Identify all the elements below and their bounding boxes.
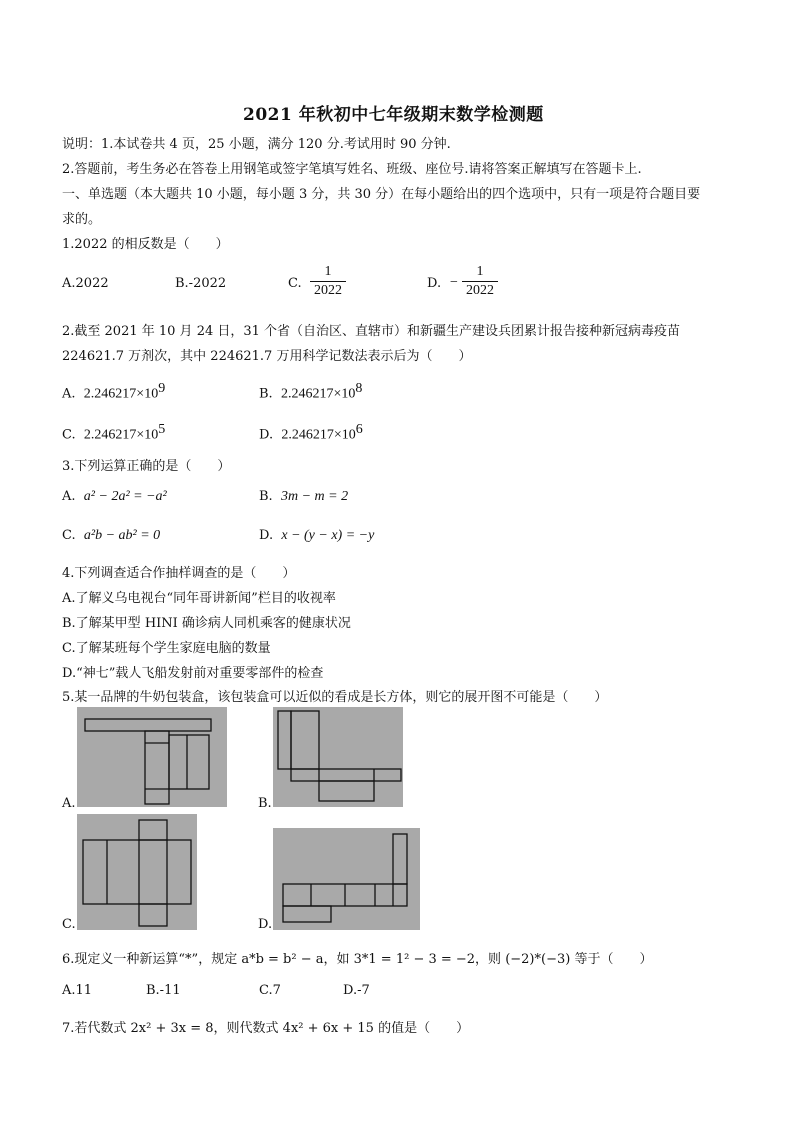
q3-d-expression: x − (y − x) = −y — [281, 528, 375, 543]
q3-b-expression: 3m − m = 2 — [280, 489, 349, 504]
q4-option-c: C.了解某班每个学生家庭电脑的数量 — [62, 641, 271, 656]
q2-c-value: 2.246217×10 — [83, 427, 159, 443]
q6-option-b: B.-11 — [146, 983, 181, 998]
q5-option-b-label: B. — [258, 796, 272, 811]
net-b-bottom-strip — [291, 769, 401, 781]
instruction-line-2: 2.答题前，考生务必在答卷上用钢笔或签字笔填写姓名、班级、座位号.请将答案正解填写在答题卡上. — [62, 162, 642, 177]
question-3-stem: 3.下列运算正确的是（ ） — [62, 459, 231, 474]
question-2-stem-line-1: 2.截至 2021 年 10 月 24 日，31 个省（自治区、直辖市）和新疆生产建设兵团累计报告接种新冠病毒疫苗 — [62, 324, 681, 339]
q2-d-label: D. — [259, 427, 274, 443]
q1-option-c-label: C. — [288, 276, 302, 291]
net-c-diagram — [77, 814, 197, 930]
net-b-left-strip — [278, 711, 291, 769]
q2-a-exponent: 9 — [158, 381, 166, 396]
net-b-lower-face — [319, 781, 374, 801]
question-5-stem: 5.某一品牌的牛奶包装盒，该包装盒可以近似的看成是长方体，则它的展开图不可能是（ ） — [62, 690, 608, 705]
q6-option-d: D.-7 — [343, 983, 370, 998]
q3-a-label: A. — [62, 489, 76, 504]
q2-option-c — [62, 422, 165, 443]
question-4-stem: 4.下列调查适合作抽样调查的是（ ） — [62, 566, 296, 581]
q2-b-exponent: 8 — [355, 381, 363, 396]
net-c-middle-band — [83, 840, 191, 904]
q1-option-a: A.2022 — [62, 276, 109, 291]
q2-d-exponent: 6 — [355, 422, 363, 437]
question-2-stem-line-2: 224621.7 万剂次，其中 224621.7 万用科学记数法表示后为（ ） — [62, 349, 472, 364]
q3-d-label: D. — [259, 528, 274, 543]
q5-option-d-net-image — [273, 828, 420, 930]
page-title: 2021 年秋初中七年级期末数学检测题 — [243, 105, 544, 125]
q2-option-b — [259, 381, 362, 402]
q1-d-minus-sign: − — [450, 275, 458, 290]
net-d-diagram — [273, 828, 420, 930]
q4-option-a: A.了解义乌电视台“同年哥讲新闻”栏目的收视率 — [62, 591, 336, 606]
q2-a-value: 2.246217×10 — [83, 386, 159, 402]
net-a-column-left — [145, 731, 169, 804]
net-d-right-strip — [393, 834, 407, 884]
q1-option-b: B.-2022 — [175, 276, 227, 291]
q2-d-value: 2.246217×10 — [281, 427, 356, 443]
q5-option-c-label: C. — [62, 917, 76, 932]
q2-option-a — [62, 381, 165, 402]
net-d-bottom-flap — [283, 906, 331, 922]
net-a-column-right — [169, 735, 209, 789]
q3-option-b — [259, 489, 348, 505]
q5-option-a-net-image — [77, 707, 227, 807]
net-a-diagram — [77, 707, 227, 807]
question-6-stem: 6.现定义一种新运算“*”，规定 a*b = b² − a，如 3*1 = 1² − 3 = −2，则 (−2)*(−3) 等于（ ） — [62, 952, 653, 967]
net-c-bottom-flap — [139, 904, 167, 926]
question-7-stem: 7.若代数式 2x² + 3x = 8，则代数式 4x² + 6x + 15 的值是（ ） — [62, 1021, 470, 1036]
q2-b-value: 2.246217×10 — [280, 386, 356, 402]
q5-option-c-net-image — [77, 814, 197, 930]
section-heading-line-1: 一、单选题（本大题共 10 小题，每小题 3 分，共 30 分）在每小题给出的四个选项中，只有一项是符合题目要 — [62, 187, 701, 202]
q2-c-label: C. — [62, 427, 76, 443]
q6-option-a: A.11 — [62, 983, 93, 998]
q5-option-d-label: D. — [258, 917, 273, 932]
section-heading-line-2: 求的。 — [62, 212, 102, 227]
net-b-diagram — [273, 707, 403, 807]
q3-c-label: C. — [62, 528, 76, 543]
q2-a-label: A. — [62, 386, 76, 402]
q1-c-denominator: 2022 — [314, 283, 342, 298]
q4-option-d: D.“神七”载人飞船发射前对重要零部件的检查 — [62, 666, 324, 681]
q3-a-expression: a² − 2a² = −a² — [83, 489, 167, 504]
q1-c-numerator: 1 — [324, 264, 332, 279]
net-c-top-flap — [139, 820, 167, 840]
question-1-stem: 1.2022 的相反数是（ ） — [62, 237, 229, 252]
q3-b-label: B. — [259, 489, 273, 504]
q2-b-label: B. — [259, 386, 273, 402]
q4-option-b: B.了解某甲型 HINI 确诊病人同机乘客的健康状况 — [62, 616, 351, 631]
q3-option-d — [259, 528, 374, 544]
q6-option-c: C.7 — [259, 983, 281, 998]
q5-option-b-net-image — [273, 707, 403, 807]
q5-option-a-label: A. — [62, 796, 76, 811]
q2-c-exponent: 5 — [158, 422, 166, 437]
q1-option-c-fraction — [310, 264, 346, 299]
q3-c-expression: a²b − ab² = 0 — [83, 528, 161, 543]
net-b-tall-face — [291, 711, 319, 769]
q3-option-a — [62, 489, 167, 505]
q2-option-d — [259, 422, 363, 443]
q1-d-numerator: 1 — [476, 264, 484, 279]
q3-option-c — [62, 528, 160, 544]
q1-option-d-fraction — [462, 264, 498, 299]
q1-option-d-label: D. — [427, 276, 442, 291]
q1-d-denominator: 2022 — [466, 283, 494, 298]
net-a-top-strip — [85, 719, 211, 731]
instruction-line-1: 说明：1.本试卷共 4 页，25 小题，满分 120 分.考试用时 90 分钟. — [62, 137, 451, 152]
